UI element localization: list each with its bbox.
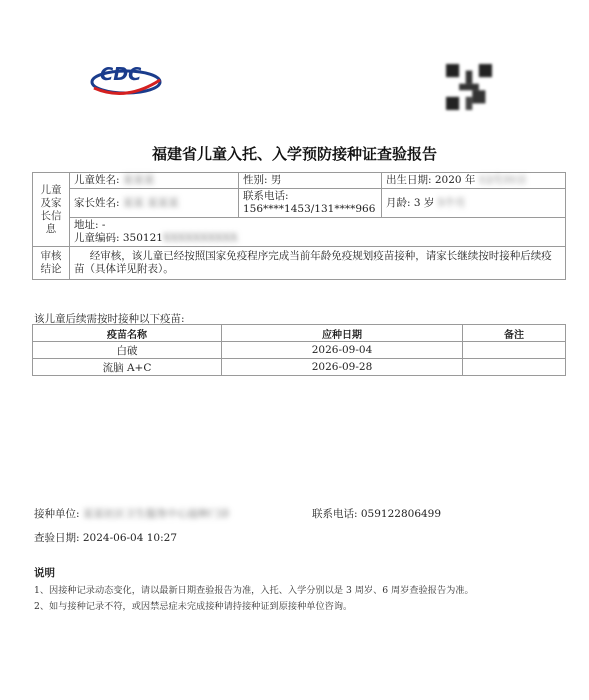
child-name-label: 儿童姓名: bbox=[74, 174, 120, 186]
cdc-logo bbox=[88, 58, 166, 98]
phone-label: 联系电话: bbox=[243, 190, 289, 202]
vaccine-name: 流脑 A+C bbox=[33, 359, 222, 376]
age-label: 月龄: 3 岁 bbox=[386, 196, 435, 209]
vaccine-table bbox=[32, 324, 566, 376]
note-item: 2、如与接种记录不符，或因禁忌症未完成接种请持接种证到原接种单位咨询。 bbox=[34, 601, 353, 612]
table-row bbox=[33, 342, 566, 359]
address-code-cell bbox=[70, 218, 566, 247]
table-row bbox=[33, 359, 566, 376]
vaccine-name: 白破 bbox=[33, 342, 222, 359]
birth-date-hidden: 12月31日 bbox=[478, 174, 527, 186]
svg-text:CDC: CDC bbox=[100, 64, 142, 85]
age-hidden: 5个月 bbox=[437, 196, 466, 209]
child-info-table bbox=[32, 172, 566, 280]
unit-hidden: 某某社区卫生服务中心接种门诊 bbox=[82, 508, 230, 520]
report-title: 福建省儿童入托、入学预防接种证查验报告 bbox=[151, 145, 437, 163]
parent-name-value: 某某 某某某 bbox=[122, 196, 179, 209]
vaccine-header-row bbox=[33, 325, 566, 342]
birth-date-label: 出生日期: 2020 年 bbox=[386, 174, 476, 186]
child-name-value: 某某某 bbox=[122, 174, 155, 186]
age-cell bbox=[382, 189, 566, 218]
check-date: 查验日期: 2024-06-04 10:27 bbox=[34, 532, 178, 544]
info-section-label: 儿童及家长信息 bbox=[33, 173, 70, 247]
address-text: 地址: - bbox=[74, 219, 106, 231]
child-name-cell bbox=[70, 173, 239, 189]
vaccine-date-header: 应种日期 bbox=[222, 325, 463, 342]
vaccine-note-header: 备注 bbox=[463, 325, 566, 342]
vaccine-date: 2026-09-28 bbox=[222, 359, 463, 376]
birth-date-cell bbox=[382, 173, 566, 189]
parent-name-cell bbox=[70, 189, 239, 218]
vaccine-date: 2026-09-04 bbox=[222, 342, 463, 359]
notes-title: 说明 bbox=[34, 567, 55, 579]
phone-value: 156****1453/131****966 bbox=[243, 203, 376, 215]
review-label: 审核结论 bbox=[33, 247, 70, 280]
vaccine-name-header: 疫苗名称 bbox=[33, 325, 222, 342]
review-text: 经审核，该儿童已经按照国家免疫程序完成当前年龄免疫规划疫苗接种，请家长继续按时接种后续疫苗（具体详见附表）。 bbox=[70, 247, 566, 280]
unit-label: 接种单位: bbox=[34, 508, 80, 520]
phone-cell bbox=[239, 189, 382, 218]
vaccination-unit bbox=[34, 506, 230, 521]
note-item: 1、因接种记录动态变化，请以最新日期查验报告为准，入托、入学分别以是 3 周岁、6 周岁查验报告为准。 bbox=[34, 585, 474, 596]
child-code-label: 儿童编码: 350121 bbox=[74, 232, 163, 244]
parent-name-label: 家长姓名: bbox=[74, 196, 120, 209]
vaccine-intro: 该儿童后续需按时接种以下疫苗: bbox=[34, 313, 185, 325]
gender-cell: 性别: 男 bbox=[239, 173, 382, 189]
child-code-hidden: XXXXXXXXXX bbox=[162, 232, 238, 244]
vaccine-note bbox=[463, 342, 566, 359]
contact-phone: 联系电话: 059122806499 bbox=[312, 508, 442, 520]
qr-code bbox=[446, 64, 492, 110]
vaccine-note bbox=[463, 359, 566, 376]
child-code bbox=[74, 232, 561, 245]
